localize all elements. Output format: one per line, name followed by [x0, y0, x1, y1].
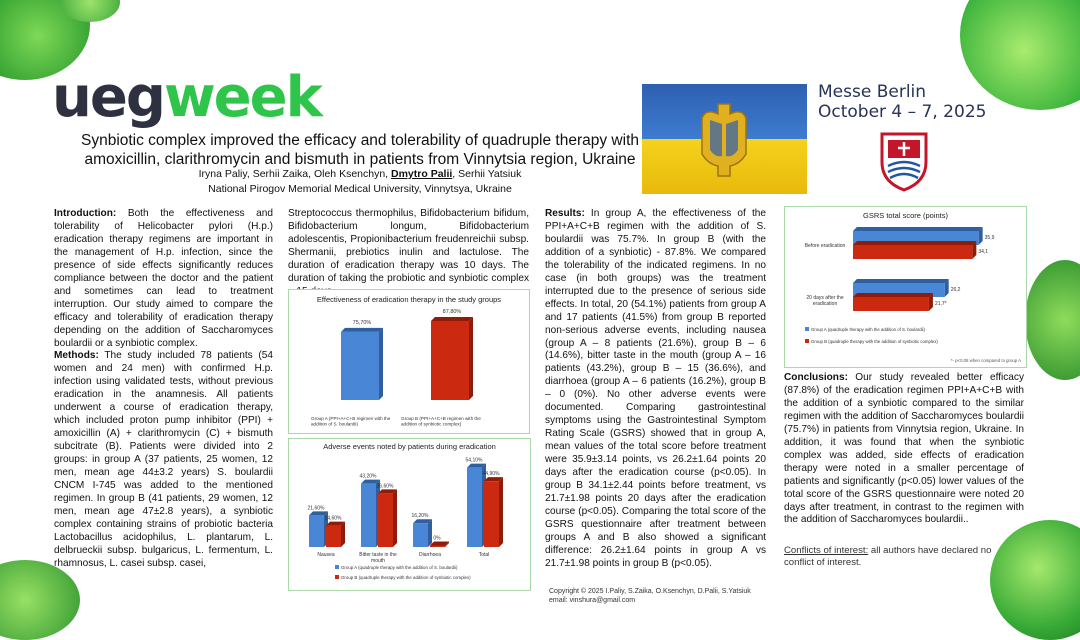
gsrs-value-label-1-2: 34,1 — [978, 249, 989, 255]
effectiveness-bar-1 — [341, 332, 379, 400]
adverse-legend-swatch-1 — [335, 565, 339, 569]
effectiveness-chart-title: Effectiveness of eradication therapy in the study groups — [316, 295, 502, 304]
adverse-legend-label-1: Group A (quadruple therapy with the addition of S. boulardii) — [341, 565, 458, 570]
effectiveness-chart — [289, 290, 529, 433]
effectiveness-bar-2-top — [431, 317, 473, 321]
gsrs-value-label-2-1: 26,2 — [950, 287, 961, 293]
adverse-value-label-2-1: 43,20% — [359, 473, 377, 480]
adverse-legend-label-2: Group B (quadruple therapy with the addition of synbiotic complex) — [341, 575, 471, 580]
adverse-bar-3-series-1 — [413, 523, 428, 547]
logo-text-week: week — [163, 65, 321, 130]
gsrs-bar-1-series-1-top — [853, 227, 983, 231]
decor-green-blob-bottom-left — [0, 560, 80, 640]
gsrs-chart — [785, 207, 1026, 367]
adverse-value-label-2-2: 36,60% — [376, 483, 394, 490]
authors-after: , Serhii Yatsiuk — [452, 168, 522, 180]
gsrs-value-label-1-1: 35,9 — [984, 235, 995, 241]
adverse-events-chart-panel — [288, 438, 531, 591]
adverse-category-label-1: Nausea — [317, 552, 335, 558]
adverse-bar-4-series-1 — [467, 468, 482, 547]
column-conclusions — [784, 372, 1024, 527]
presenting-author: Dmytro Palii — [391, 168, 453, 180]
effectiveness-value-label-1: 75,70% — [352, 319, 372, 326]
contact-email: email: vinshura@gmail.com — [549, 597, 636, 604]
methods-continued-text: Streptococcus thermophilus, Bifidobacterium bifidum, Bifidobacterium longum, Bifidobacterium adolescentis, Propionibacterium freudenreichii subsp. Shermanii, prebiotics inulin and lactulose. The duration of eradication therapy was 10 days. The duration of taking the probiotic and synbiotic complex — [288, 208, 529, 284]
adverse-legend-swatch-2 — [335, 575, 339, 579]
gsrs-legend-swatch-1 — [805, 327, 809, 331]
venue-city: Messe Berlin — [818, 82, 927, 102]
adverse-events-chart — [289, 439, 530, 590]
effectiveness-bar-1-top — [341, 328, 383, 332]
conflicts-label: Conflicts of interest: — [784, 545, 869, 556]
gsrs-chart-panel — [784, 206, 1027, 368]
trident-icon — [642, 84, 807, 194]
column-intro-methods — [54, 208, 273, 571]
conflicts-text: all authors have declared no conflict of interest. — [784, 545, 992, 568]
gsrs-legend-swatch-2 — [805, 339, 809, 343]
methods-heading: Methods: — [54, 350, 99, 362]
adverse-bar-4-series-2 — [484, 481, 499, 547]
venue-info — [818, 82, 986, 122]
gsrs-footnote: *- p<0.05 when compared to group A — [950, 358, 1021, 363]
ukraine-flag-image — [642, 84, 807, 194]
decor-green-blob-bottom-right — [990, 520, 1080, 640]
effectiveness-value-label-2: 87,80% — [442, 308, 462, 315]
adverse-bar-1-series-1 — [309, 515, 324, 547]
decor-green-blob-right — [1025, 260, 1080, 380]
effectiveness-category-label-2: Group B (PPI+A+C+B regimen with the addition of synbiotic complex) — [401, 416, 481, 427]
adverse-value-label-3-2: 0% — [433, 535, 441, 542]
adverse-category-label-3: Diarrhoea — [419, 552, 441, 558]
gsrs-category-label-2: 20 days after the eradication — [806, 295, 844, 307]
gsrs-bar-2-series-2-top — [853, 293, 933, 297]
adverse-bar-3-series-1-side — [428, 519, 432, 547]
logo-text-ueg: ueg — [52, 65, 164, 130]
copyright-block — [549, 587, 751, 605]
conflicts-of-interest — [784, 545, 1004, 569]
effectiveness-bar-1-side — [379, 328, 383, 400]
poster-title: Synbiotic complex improved the efficacy and tolerability of quadruple therapy with amoxicillin, clarithromycin and bismuth in patients from Vinnytsia region, Ukraine — [80, 132, 639, 168]
adverse-bar-2-series-2 — [378, 493, 393, 547]
effectiveness-category-label-1: Group A (PPI+A+C+B regimen with the addition of S. boulardii) — [311, 416, 391, 427]
author-list — [60, 168, 660, 181]
adverse-bar-1-series-2 — [326, 526, 341, 547]
gsrs-bar-1-series-2 — [853, 245, 972, 259]
gsrs-bar-2-series-2 — [853, 297, 929, 311]
column-results — [545, 208, 766, 571]
adverse-value-label-3-1: 16,20% — [411, 513, 429, 520]
adverse-category-label-4: Total — [478, 552, 490, 558]
effectiveness-chart-panel — [288, 289, 530, 434]
methods-text: The study included 78 patients (54 women and 24 men) with confirmed H.p. infection using validated tests, without previous eradication in the anamnesis. All patients underwent a course of eradication therapy, which included proton pump inhibitor (PPI) + amoxicillin (A) + clarithromycin (C) + bismuth subcitrate (B). Patients were divided into 2 groups: in group A (37 patients, 25 women, 12 men, mean age 44±3.2 years) S. boulardii CNCM I-745 was added to the mentioned regimen. In group B (41 patients, 29 women, 12 men, mean age 47±2.8 years), a synbiotic complex containing strains of probiotic bacteria Lactobacillus acidophilus, L. plantarum, L. delbrueckii subsp. bulgaricus, L. fermentum, L. rhamnosus, L. casei subsp. casei, — [54, 350, 273, 569]
gsrs-category-label-1: Before eradication — [804, 243, 846, 249]
gsrs-chart-title: GSRS total score (points) — [862, 211, 949, 220]
authors-before: Iryna Paliy, Serhii Zaika, Oleh Ksenchyn, — [198, 168, 392, 180]
effectiveness-bar-2 — [431, 321, 469, 400]
adverse-bar-1-series-2-side — [341, 522, 345, 547]
copyright-text: Copyright © 2025 I.Paliy, S.Zaika, O.Ksenchyn, D.Palii, S.Yatsiuk — [549, 588, 751, 595]
adverse-value-label-4-1: 54,10% — [465, 457, 483, 464]
adverse-category-label-2: Bitter taste in the mouth — [359, 552, 397, 564]
introduction-text: Both the effectiveness and tolerability of Helicobacter pylori (H.p.) eradication therapy regimens are important in the management of H.p. infection, since the presence of side effects significantly reduces compliance between the doctor and the patient and sometimes can lead to treatment interruption. Our study aimed to compare the efficacy and tolerability of eradication therapy depending on the addition of Saccharomyces boulardii or a synbiotic complex. — [54, 208, 273, 349]
effectiveness-bar-2-side — [469, 317, 473, 400]
adverse-bar-2-series-1 — [361, 484, 376, 547]
gsrs-bar-2-series-1-top — [853, 279, 949, 283]
adverse-value-label-1-2: 14,60% — [324, 515, 342, 522]
adverse-events-chart-title: Adverse events noted by patients during eradication — [323, 442, 496, 451]
gsrs-bar-1-series-2-top — [853, 241, 976, 245]
adverse-bar-4-series-2-side — [499, 477, 503, 547]
results-text: In group A, the effectiveness of the PPI+A+C+B regimen with the addition of S. boulardii was 75.7%. In group B (with the addition of a synbiotic) - 87.8%. We compared the tolerability of the indicated regimens. In no case (in both groups) was the treatment interrupted due to the presence of serious side effects. In total, 20 (54.1%) patients from group A and 17 patients (41.5%) from group B reported non-serious adverse events, including nausea (group A – 8 patients (21.6%), group B – 6 (14.6%), bitter taste in the mouth (group A – 16 patients (43.2%), group B – 15 (36.6%), and diarrhoea (group A – 6 patients (16.2%), group B – 0 (0%). No other adverse events were documented. Comparing gastrointestinal symptoms using the Gastrointestinal Symptom Rating Scale (GSRS) showed that in group A, mean values of the total score before treatment were 35.9±3.14 points, vs 26.2±1.64 points 20 days after the eradication course (p<0.05). In group B 34.1±2.44 points before treatment, vs 21.7±1.98 points 20 days after the eradication course (p<0.05). Comparing the total score of the GSRS questionnaire after treatment between groups A and B also showed a significant difference: 26.2±1.64 points in group A vs 21.7±1.98 points in group B (p<0.05). — [545, 208, 766, 569]
affiliation: National Pirogov Memorial Medical University, Vinnytsya, Ukraine — [208, 183, 512, 195]
conclusions-heading: Conclusions: — [784, 372, 848, 383]
gsrs-value-label-2-2: 21,7* — [934, 301, 947, 307]
introduction-heading: Introduction: — [54, 208, 117, 219]
adverse-value-label-4-2: 44,90% — [482, 471, 500, 478]
ueg-week-logo — [52, 65, 321, 130]
gsrs-legend-label-1: Group A (quadruple therapy with the addition of S. boulardii) — [811, 327, 925, 332]
venue-dates: October 4 – 7, 2025 — [818, 102, 987, 122]
conclusions-text: Our study revealed better efficacy (87.8%) of the eradication regimen PPI+A+C+B with the addition of a synbiotic compared to the similar regimen with the addition of Saccharomyces boulardii (75.7%) in patients from Vinnytsia region, Ukraine. In addition, it was found that when the synbiotic complex was added, side effects of eradication therapy were noted in a smaller percentage of patients and significantly (p<0.05) lower values of the total score of the GSRS questionnaire were noted 20 days after treatment, in contrast to the regimen with the addition of Saccharomyces boulardii.. — [784, 372, 1024, 526]
adverse-value-label-1-1: 21,60% — [307, 505, 325, 512]
adverse-bar-3-series-2 — [430, 546, 445, 548]
university-crest-icon — [878, 128, 930, 192]
adverse-bar-2-series-2-side — [393, 489, 397, 547]
results-heading: Results: — [545, 208, 585, 219]
gsrs-legend-label-2: Group B (quadruple therapy with the addition of synbiotic complex) — [811, 339, 938, 344]
